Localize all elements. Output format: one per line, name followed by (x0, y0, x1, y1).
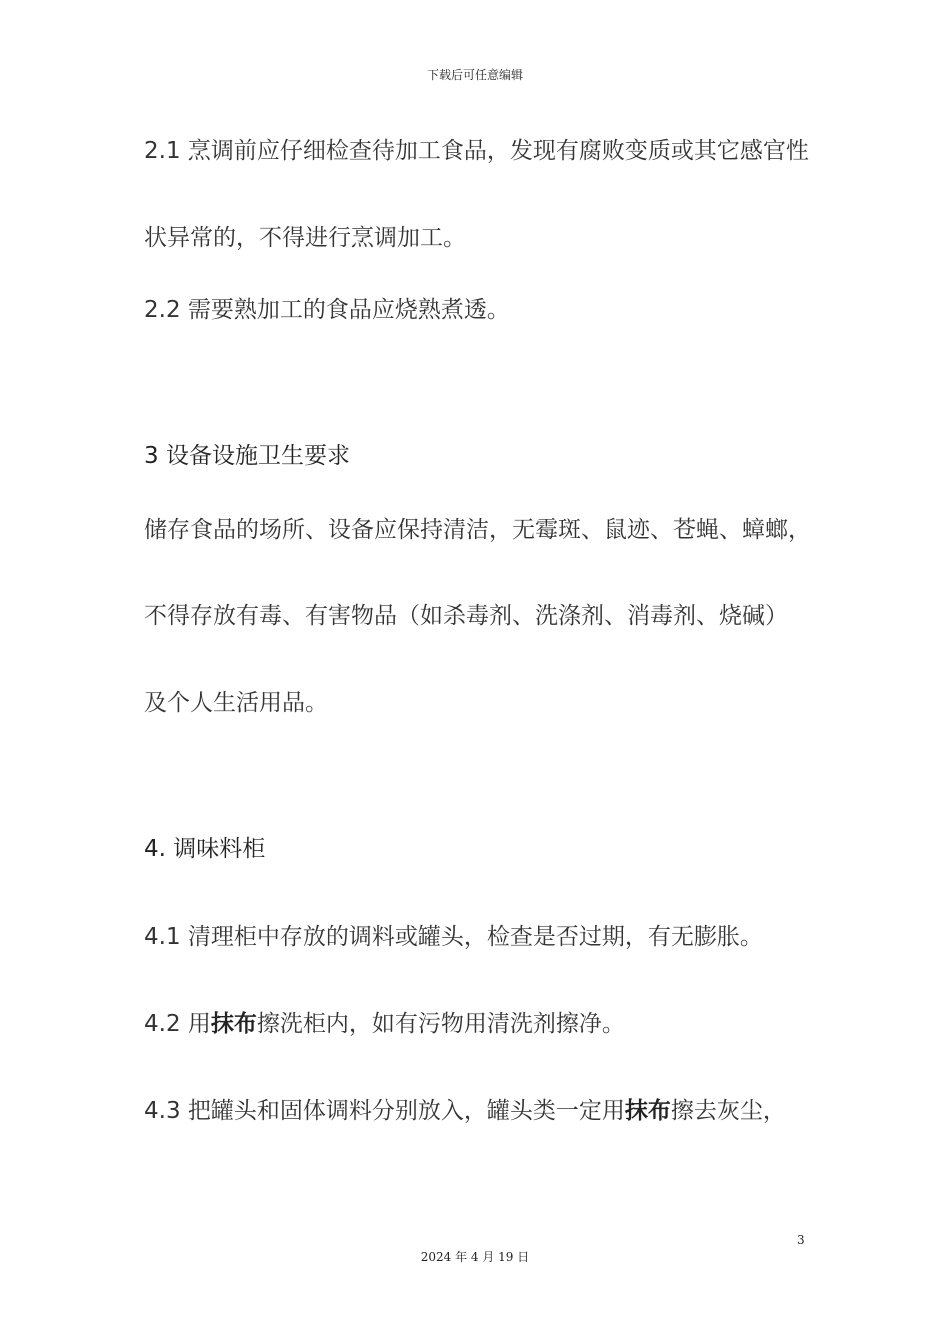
section-3-heading: 3 设备设施卫生要求 (144, 443, 350, 469)
paragraph-4-2-bold: 抹布 (210, 1011, 257, 1037)
paragraph-3-line-2: 不得存放有毒、有害物品（如杀毒剂、洗涤剂、消毒剂、烧碱） (144, 603, 788, 629)
paragraph-3-line-3: 及个人生活用品。 (144, 690, 328, 716)
paragraph-4-3-bold: 抹布 (624, 1098, 671, 1124)
paragraph-3-line-1: 储存食品的场所、设备应保持清洁，无霉斑、鼠迹、苍蝇、蟑螂， (144, 517, 811, 543)
page-number: 3 (797, 1233, 805, 1247)
paragraph-4-3 (144, 1095, 786, 1127)
paragraph-4-2 (144, 1008, 625, 1040)
paragraph-4-2-post: 擦洗柜内，如有污物用清洗剂擦净。 (256, 1011, 625, 1037)
paragraph-4-3-post: 擦去灰尘， (670, 1098, 786, 1124)
paragraph-2-1-line-2: 状异常的，不得进行烹调加工。 (144, 225, 466, 251)
paragraph-2-1-line-1: 2.1 烹调前应仔细检查待加工食品，发现有腐败变质或其它感官性 (144, 138, 809, 164)
paragraph-4-2-pre: 4.2 用 (144, 1011, 211, 1037)
paragraph-2-2: 2.2 需要熟加工的食品应烧熟煮透。 (144, 297, 510, 323)
section-4-heading: 4. 调味料柜 (144, 836, 266, 862)
paragraph-4-1: 4.1 清理柜中存放的调料或罐头，检查是否过期，有无膨胀。 (144, 924, 763, 950)
page-footer-date: 2024 年 4 月 19 日 (420, 1250, 530, 1264)
page-header: 下载后可任意编辑 (426, 68, 523, 82)
paragraph-4-3-pre: 4.3 把罐头和固体调料分别放入，罐头类一定用 (144, 1098, 625, 1124)
